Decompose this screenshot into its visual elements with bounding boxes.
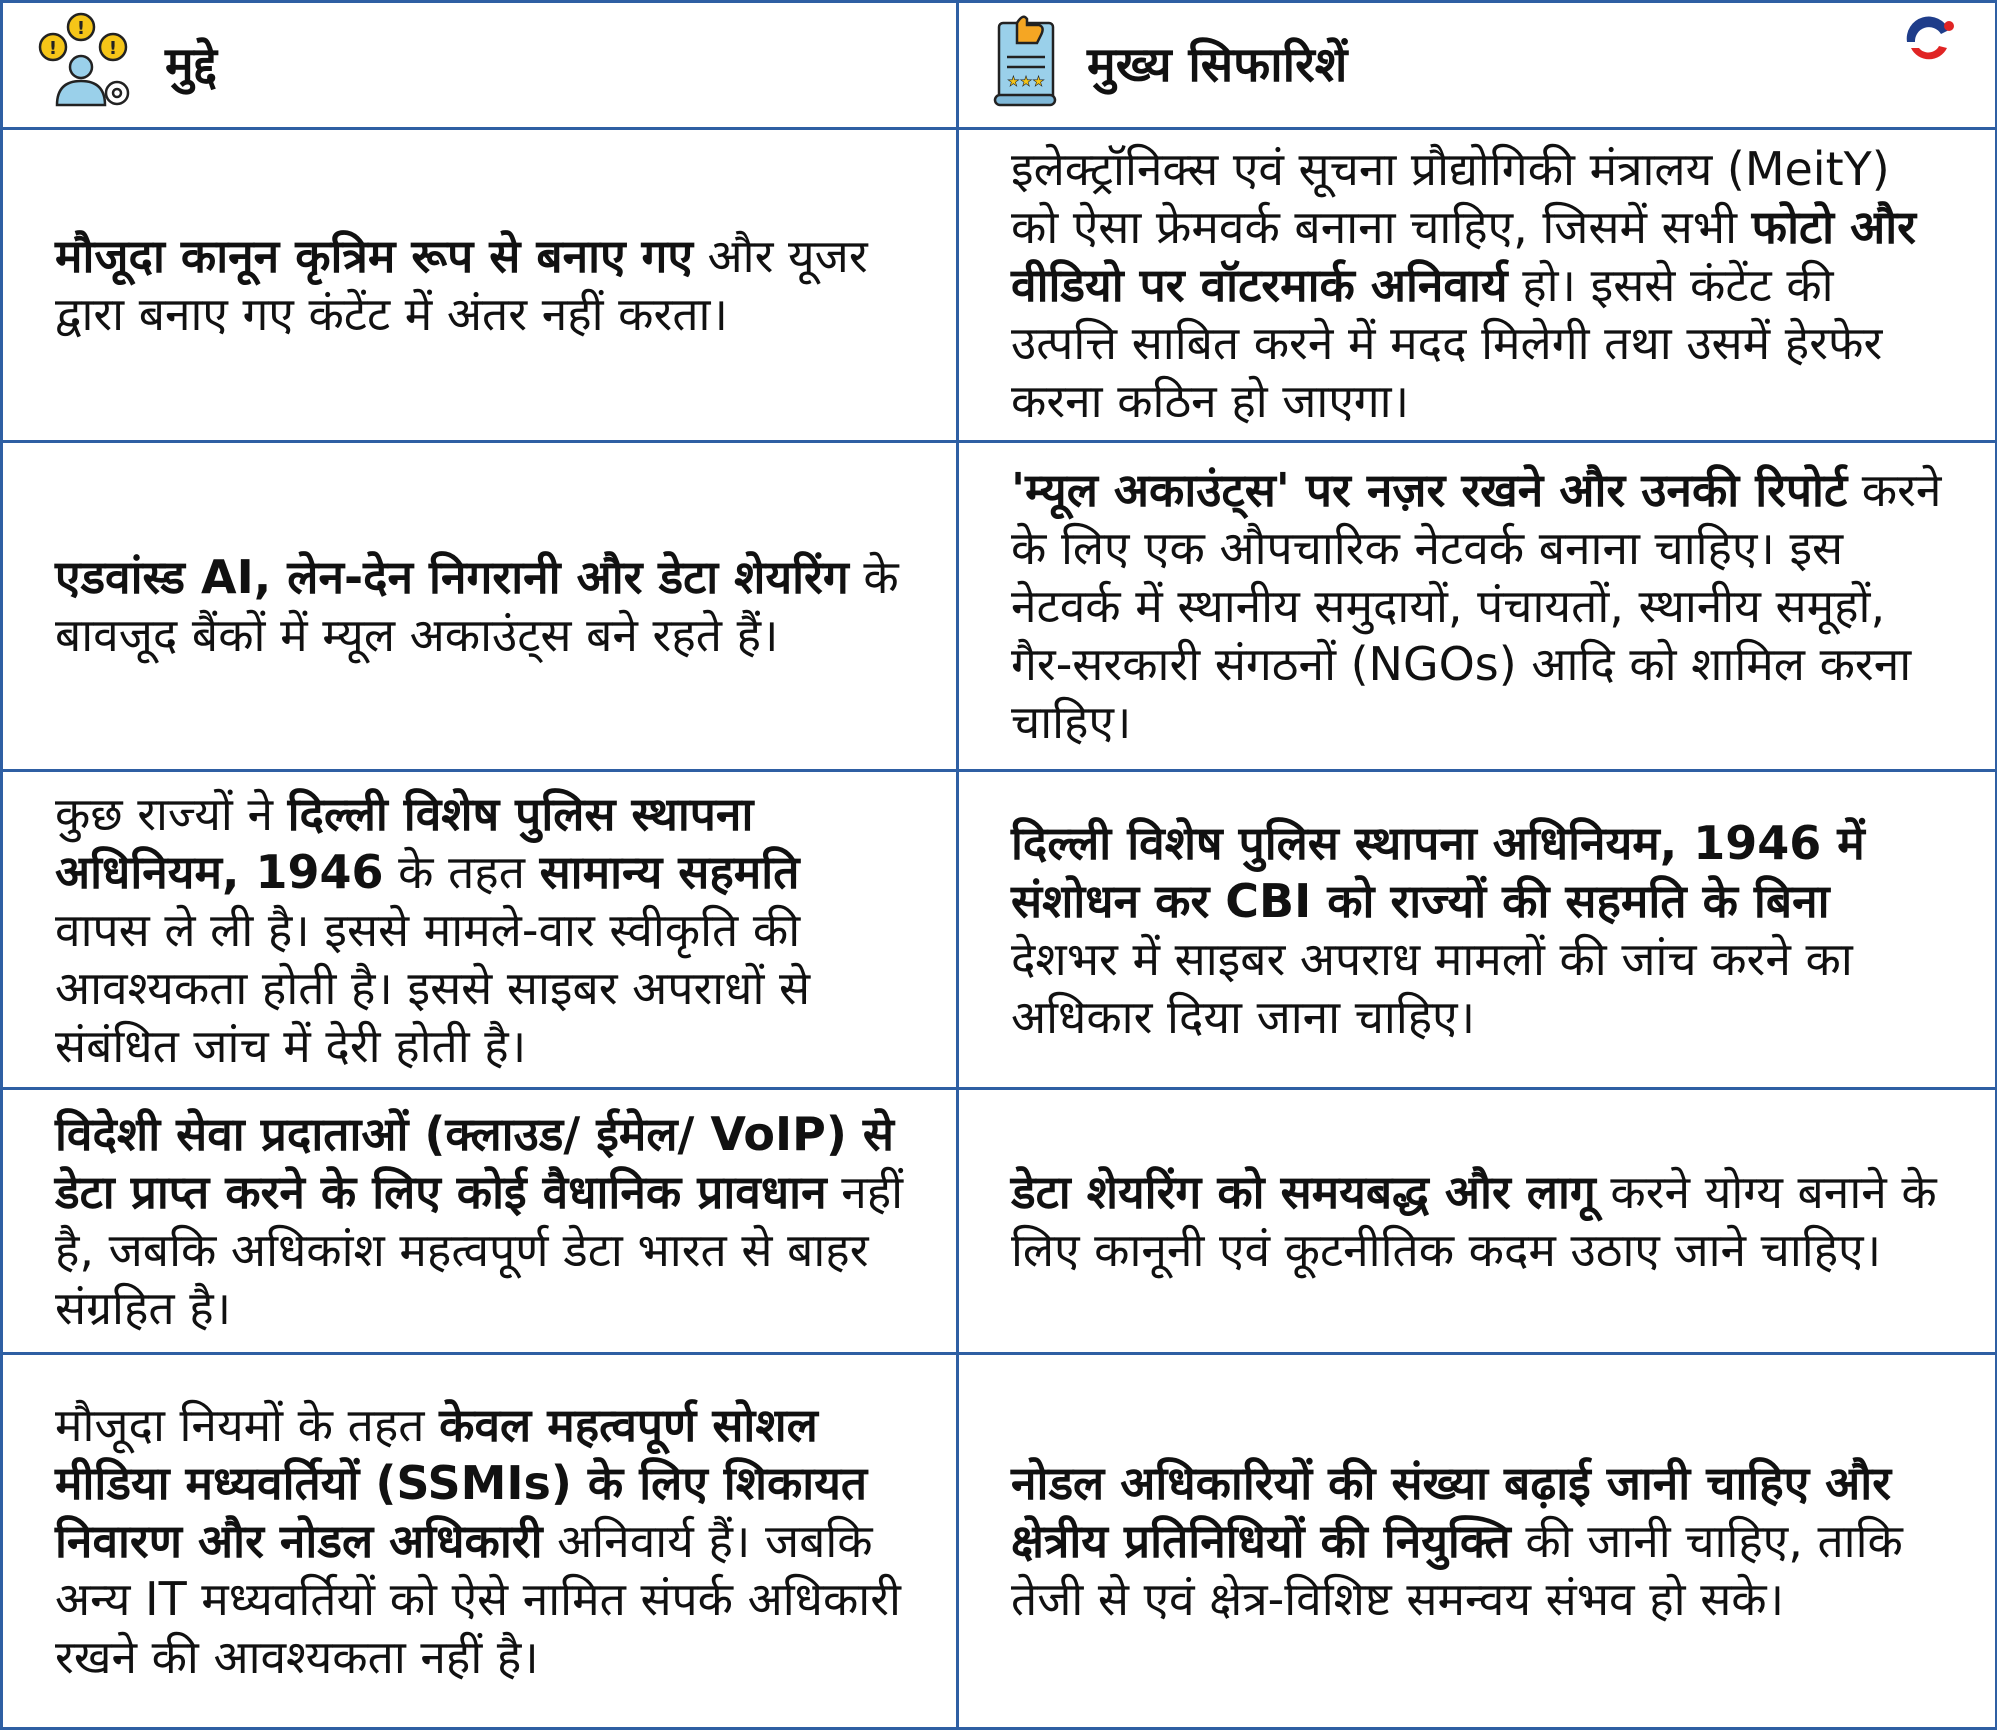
recommendation-scroll-icon xyxy=(989,9,1065,122)
issues-title: मुद्दे xyxy=(165,37,217,93)
body-text: हो। इससे कंटेंट की उत्पत्ति साबित करने में मदद मिलेगी तथा उसमें हेरफेर करना कठिन हो जाएगा। xyxy=(1011,258,1883,428)
body-text: की जानी चाहिए, ताकि तेजी से एवं क्षेत्र-विशिष्ट समन्वय संभव हो सके। xyxy=(1011,1514,1903,1626)
bold-text: मौजूदा कानून कृत्रिम रूप से बनाए गए xyxy=(55,229,693,283)
bold-text: सामान्य सहमति xyxy=(539,844,800,899)
body-text: मौजूदा नियमों के तहत xyxy=(55,1398,440,1452)
bold-text: एडवांस्ड AI, लेन-देन निगरानी और डेटा शेयरिंग xyxy=(55,550,849,604)
svg-text:!: ! xyxy=(108,37,118,59)
recommendation-cell xyxy=(958,442,1997,771)
bold-text: डेटा शेयरिंग को समयबद्ध और लागू xyxy=(1011,1165,1596,1219)
body-text: देशभर में साइबर अपराध मामलों की जांच करने का अधिकार दिया जाना चाहिए। xyxy=(1011,931,1853,1044)
person-alert-icon xyxy=(33,9,143,122)
bold-text: 'म्यूल अकाउंट्स' पर नज़र रखने और उनकी रिपोर्ट xyxy=(1011,463,1848,517)
table-row xyxy=(2,1089,1997,1354)
recommendation-cell xyxy=(958,1354,1997,1729)
body-text: इलेक्ट्रॉनिक्स एवं सूचना प्रौद्योगिकी मंत्रालय (MeitY) को ऐसा फ्रेमवर्क बनाना चाहिए, जिसमें सभी xyxy=(1011,142,1890,254)
body-text: करने योग्य बनाने के लिए कानूनी एवं कूटनीतिक कदम उठाए जाने चाहिए। xyxy=(1011,1165,1937,1277)
bold-text: फोटो और वीडियो पर वॉटरमार्क अनिवार्य xyxy=(1011,200,1916,312)
bold-text: विदेशी सेवा प्रदाताओं (क्लाउड/ ईमेल/ VoIP) से डेटा प्राप्त करने के लिए कोई वैधानिक प्रावधान xyxy=(55,1107,894,1219)
issue-cell xyxy=(2,129,958,442)
svg-text:★★★: ★★★ xyxy=(1007,73,1045,90)
table-header-row xyxy=(2,2,1997,129)
bold-text: दिल्ली विशेष पुलिस स्थापना अधिनियम, 1946 xyxy=(55,786,754,899)
recommendations-title: मुख्य सिफारिशें xyxy=(1087,37,1348,93)
recommendation-cell xyxy=(958,129,1997,442)
body-text: के तहत xyxy=(383,844,540,899)
issues-header-cell xyxy=(2,2,958,129)
brand-logo-icon xyxy=(1901,12,1957,68)
body-text: के बावजूद बैंकों में म्यूल अकाउंट्स बने रहते हैं। xyxy=(55,550,899,662)
issue-cell xyxy=(2,771,958,1089)
table-row xyxy=(2,129,1997,442)
svg-text:!: ! xyxy=(48,37,58,59)
svg-text:!: ! xyxy=(76,17,86,39)
issue-cell xyxy=(2,1354,958,1729)
body-text: करने के लिए एक औपचारिक नेटवर्क बनाना चाहिए। इस नेटवर्क में स्थानीय समुदायों, पंचायतों, स्थानीय समूहों, गैर-सरकारी संगठनों (NGOs) आदि को शामिल करना चाहिए। xyxy=(1011,463,1942,749)
recommendation-cell xyxy=(958,771,1997,1089)
issue-cell xyxy=(2,1089,958,1354)
body-text: अनिवार्य हैं। जबकि अन्य IT मध्यवर्तियों को ऐसे नामित संपर्क अधिकारी रखने की आवश्यकता नहीं है। xyxy=(55,1514,901,1684)
body-text: वापस ले ली है। इससे मामले-वार स्वीकृति की आवश्यकता होती है। इससे साइबर अपराधों से संबंधित जांच में देरी होती है। xyxy=(55,902,811,1073)
bold-text: नोडल अधिकारियों की संख्या बढ़ाई जानी चाहिए और क्षेत्रीय प्रतिनिधियों की नियुक्ति xyxy=(1011,1456,1892,1568)
body-text: कुछ राज्यों ने xyxy=(55,786,288,841)
bold-text: दिल्ली विशेष पुलिस स्थापना अधिनियम, 1946 में संशोधन कर CBI को राज्यों की सहमति के बिना xyxy=(1011,815,1865,928)
table-row xyxy=(2,1354,1997,1729)
table-row xyxy=(2,771,1997,1089)
issue-cell xyxy=(2,442,958,771)
table-row xyxy=(2,442,1997,771)
body-text: नहीं है, जबकि अधिकांश महत्वपूर्ण डेटा भारत से बाहर संग्रहित है। xyxy=(55,1165,904,1335)
bold-text: केवल महत्वपूर्ण सोशल मीडिया मध्यवर्तियों (SSMIs) के लिए शिकायत निवारण और नोडल अधिकारी xyxy=(55,1398,868,1568)
recommendation-cell xyxy=(958,1089,1997,1354)
recommendations-header-cell xyxy=(958,2,1997,129)
body-text: और यूजर द्वारा बनाए गए कंटेंट में अंतर नहीं करता। xyxy=(55,229,868,341)
